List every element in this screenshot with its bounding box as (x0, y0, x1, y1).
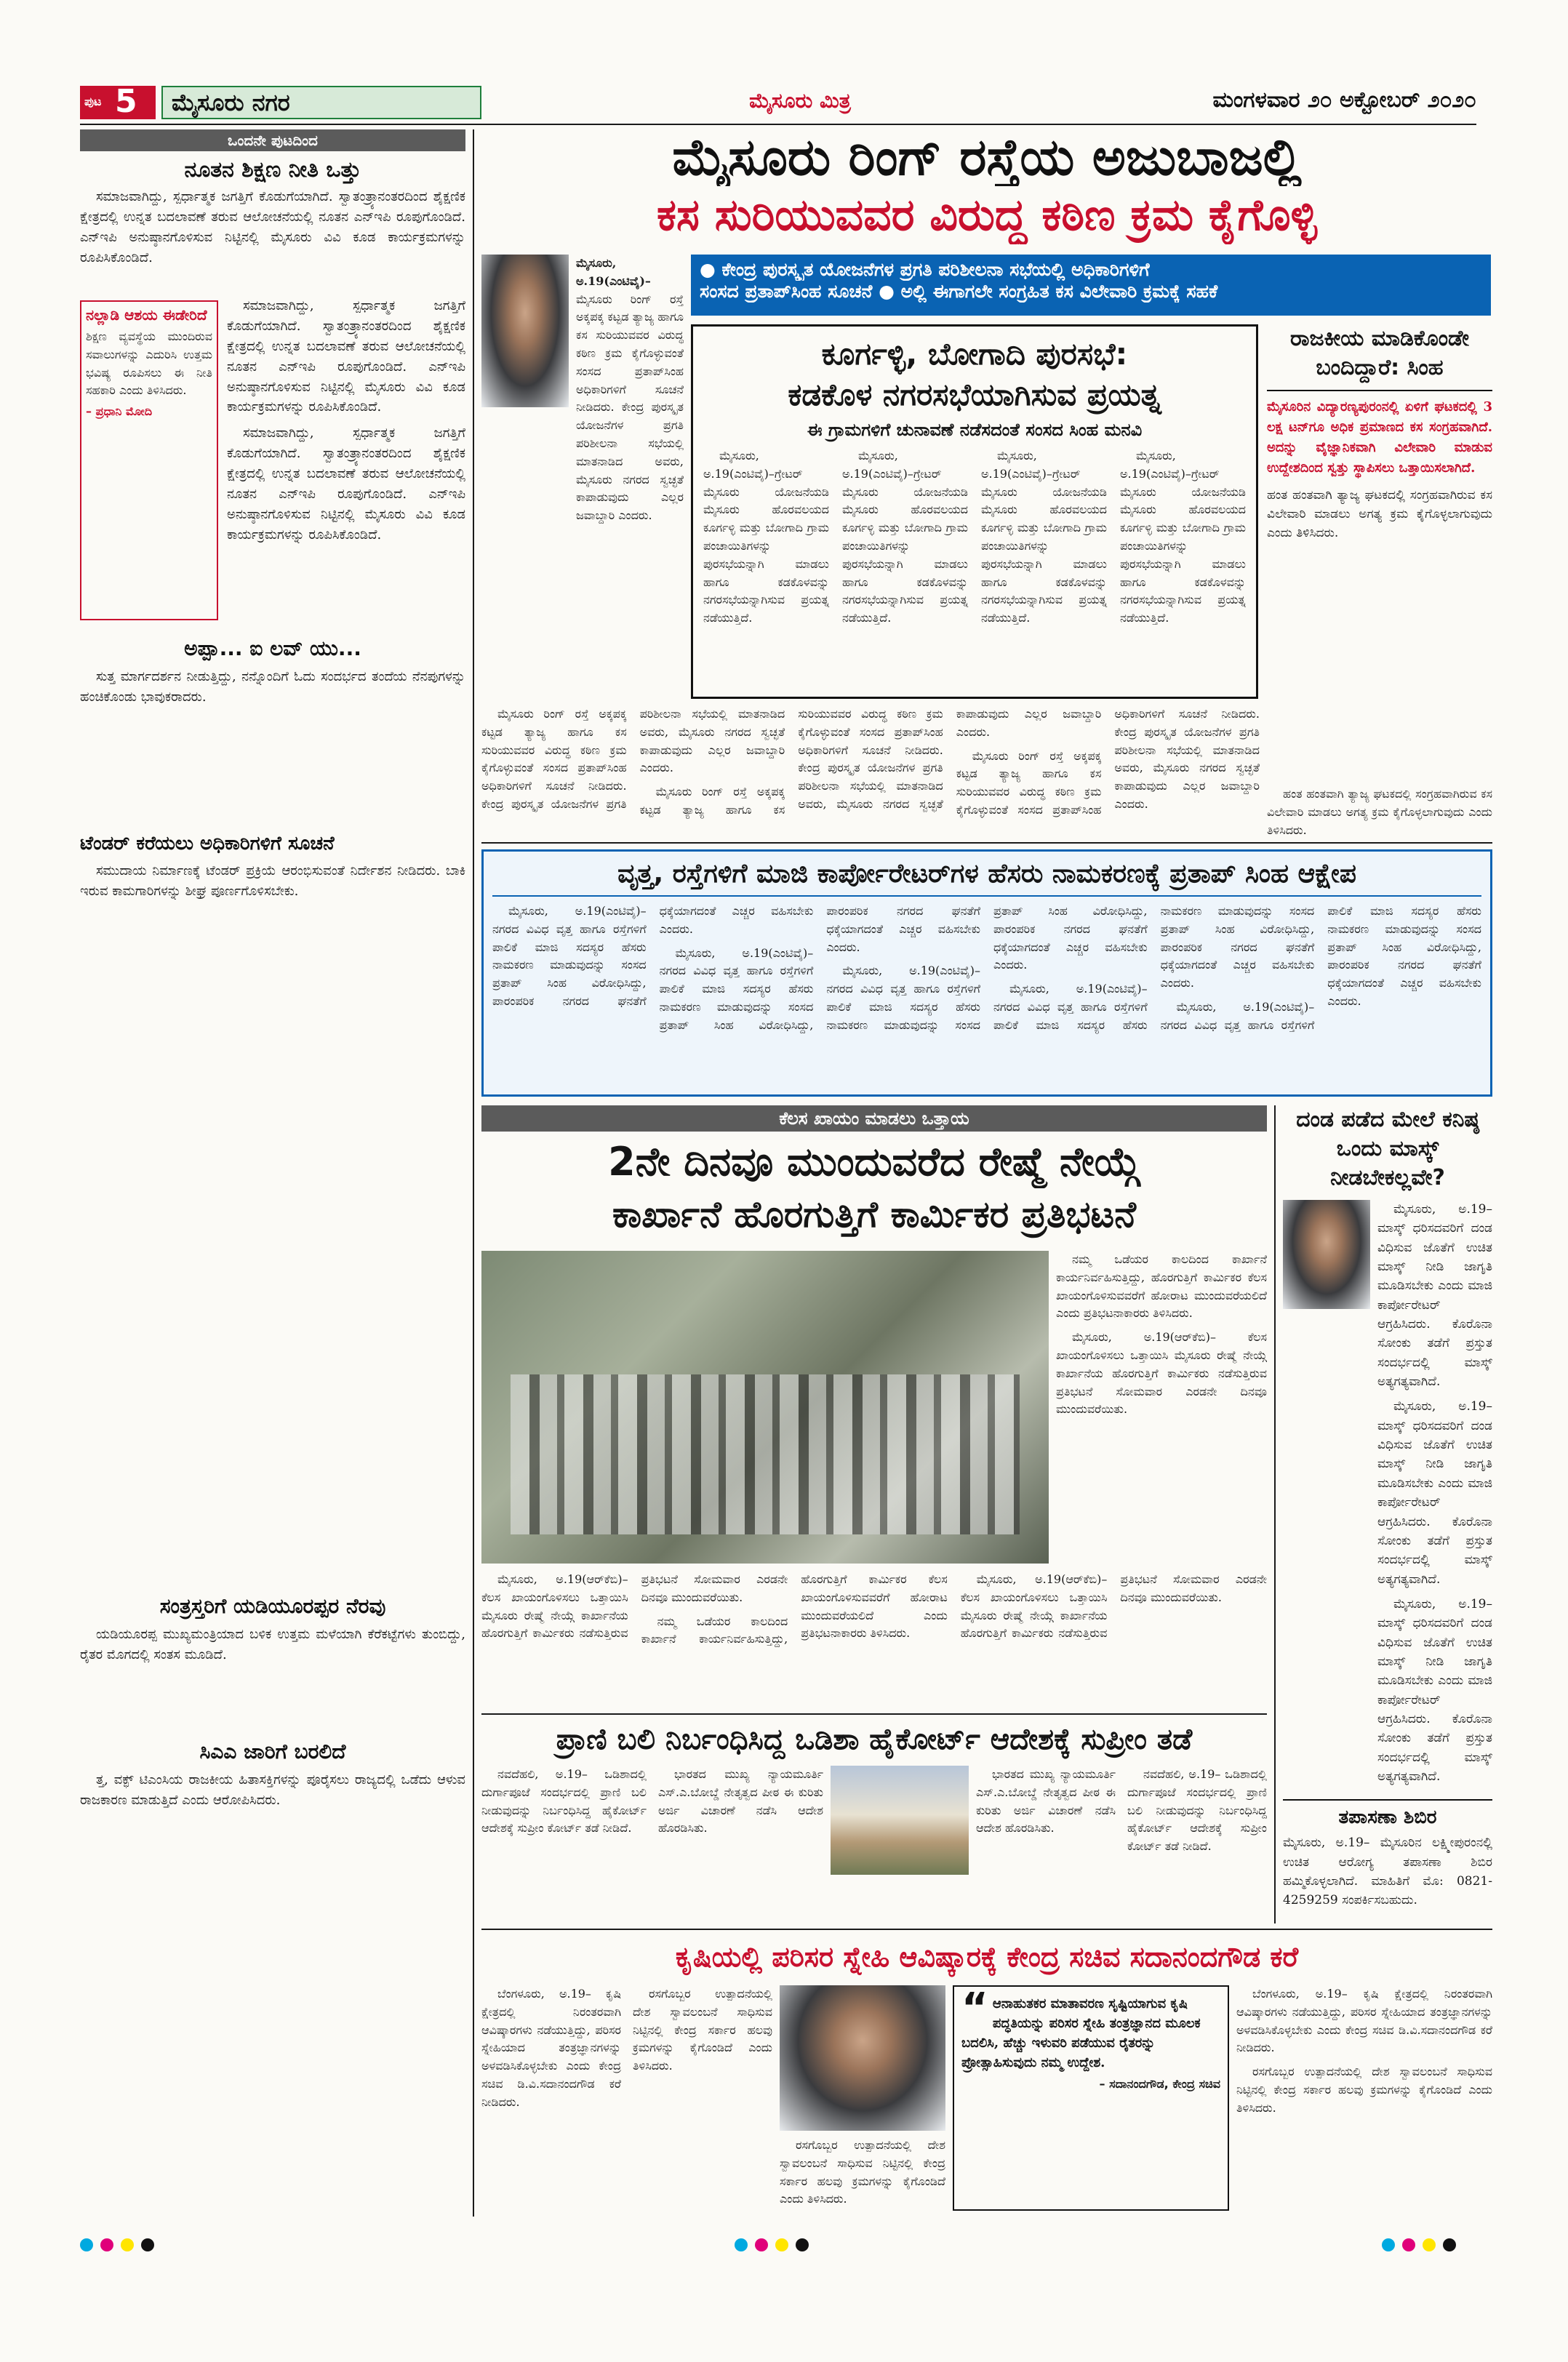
yellow-dot (1423, 2238, 1436, 2251)
story5-paragraph: ತ್ತ, ವಕ್ಫ್ ಟಿಎಂಸಿಯ ರಾಜಕೀಯ ಹಿತಾಸಕ್ತಿಗಳನ್ನು ಪೂರೈಸಲು ರಾಜ್ಯದಲ್ಲಿ ಒಡೆದು ಆಳುವ ರಾಜಕಾರಣ ಮಾಡುತ್ತಿದೆ ಎಂದು ಆರೋಪಿಸಿದರು. (80, 1772, 465, 1808)
story4-body (80, 1625, 465, 1734)
lead-headline-line1: ಮೈಸೂರು ರಿಂಗ್ ರಸ್ತೆಯ ಅಜುಬಾಜಲ್ಲಿ (672, 128, 1302, 186)
court-paragraph: ನವದೆಹಲಿ, ಅ.19– ಒಡಿಶಾದಲ್ಲಿ ದುರ್ಗಾಪೂಜೆ ಸಂದರ್ಭದಲ್ಲಿ ಪ್ರಾಣಿ ಬಲಿ ನೀಡುವುದನ್ನು ನಿರ್ಬಂಧಿಸಿದ್ದ ಹೈಕೋರ್ಟ್ ಆದೇಶಕ್ಕೆ ಸುಪ್ರೀಂ ಕೋರ್ಟ್ ತಡೆ ನೀಡಿದೆ. (481, 1767, 647, 1835)
naming-paragraph: ಮೈಸೂರು, ಅ.19(ಎಂಟಿವೈ)– ನಗರದ ವಿವಿಧ ವೃತ್ತ ಹಾಗೂ ರಸ್ತೆಗಳಿಗೆ ಪಾಲಿಕೆ ಮಾಜಿ ಸದಸ್ಯರ ಹೆಸರು ನಾಮಕರಣ ಮಾಡುವುದನ್ನು ಸಂಸದ ಪ್ರತಾಪ್ ಸಿಂಹ ವಿರೋಧಿಸಿದ್ದು, ಪಾರಂಪರಿಕ ನಗರದ ಘನತೆಗೆ ಧಕ್ಕೆಯಾಗದಂತೆ ಎಚ್ಚರ ವಹಿಸಬೇಕು ಎಂದರು. (492, 904, 814, 1008)
koorgalli-paragraph: ಮೈಸೂರು, ಅ.19(ಎಂಟಿವೈ)–ಗ್ರೇಟರ್ ಮೈಸೂರು ಯೋಜನೆಯಡಿ ಮೈಸೂರು ಹೊರವಲಯದ ಕೂರ್ಗಳ್ಳಿ ಮತ್ತು ಬೋಗಾದಿ ಗ್ರಾಮ ಪಂಚಾಯಿತಿಗಳನ್ನು ಪುರಸಭೆಯನ್ನಾಗಿ ಮಾಡಲು ಹಾಗೂ ಕಡಕೊಳವನ್ನು ನಗರಸಭೆಯನ್ನಾಗಿಸುವ ಪ್ರಯತ್ನ ನಡೆಯುತ್ತಿದೆ. (703, 449, 829, 625)
supreme-court-photo (831, 1766, 969, 1875)
lead-paragraph-2: ಮೈಸೂರು ರಿಂಗ್ ರಸ್ತೆ ಅಕ್ಕಪಕ್ಕ ಕಟ್ಟಡ ತ್ಯಾಜ್ಯ ಹಾಗೂ ಕಸ ಸುರಿಯುವವರ ವಿರುದ್ಧ ಕಠಿಣ ಕ್ರಮ ಕೈಗೊಳ್ಳುವಂತೆ ಸಂಸದ ಪ್ರತಾಪ್‌ಸಿಂಹ ಅಧಿಕಾರಿಗಳಿಗೆ ಸೂಚನೆ ನೀಡಿದರು. ಕೇಂದ್ರ ಪುರಸ್ಕೃತ ಯೋಜನೆಗಳ ಪ್ರಗತಿ ಪರಿಶೀಲನಾ ಸಭೆಯಲ್ಲಿ ಮಾತನಾಡಿದ ಅವರು, ಮೈಸೂರು ನಗರದ ಸ್ವಚ್ಛತೆ ಕಾಪಾಡುವುದು ಎಲ್ಲರ ಜವಾಬ್ದಾರಿ ಎಂದರು. (481, 707, 785, 811)
naming-headline: ವೃತ್ತ, ರಸ್ತೆಗಳಿಗೆ ಮಾಜಿ ಕಾರ್ಪೋರೇಟರ್‌ಗಳ ಹೆಸರು ನಾಮಕರಣಕ್ಕೆ ಪ್ರತಾಪ್ ಸಿಂಹ ಆಕ್ಷೇಪ (492, 857, 1481, 897)
mask-column-rule (1274, 1105, 1276, 1923)
silk-headline-line2: ಕಾರ್ಖಾನೆ ಹೊರಗುತ್ತಿಗೆ ಕಾರ್ಮಿಕರ ಪ್ರತಿಭಟನೆ (612, 1193, 1137, 1236)
registration-marks-center (735, 2238, 836, 2256)
koorgalli-paragraph-4: ಮೈಸೂರು, ಅ.19(ಎಂಟಿವೈ)–ಗ್ರೇಟರ್ ಮೈಸೂರು ಯೋಜನೆಯಡಿ ಮೈಸೂರು ಹೊರವಲಯದ ಕೂರ್ಗಳ್ಳಿ ಮತ್ತು ಬೋಗಾದಿ ಗ್ರಾಮ ಪಂಚಾಯಿತಿಗಳನ್ನು ಪುರಸಭೆಯನ್ನಾಗಿ ಮಾಡಲು ಹಾಗೂ ಕಡಕೊಳವನ್ನು ನಗರಸಭೆಯನ್ನಾಗಿಸುವ ಪ್ರಯತ್ನ ನಡೆಯುತ್ತಿದೆ. (1120, 449, 1246, 625)
modi-sidebar (80, 300, 218, 620)
black-dot (141, 2238, 154, 2251)
magenta-dot (100, 2238, 113, 2251)
pratap-simha-photo (481, 255, 569, 407)
issue-date: ಮಂಗಳವಾರ ೨೦ ಅಕ್ಟೋಬರ್ ೨೦೨೦ (1212, 87, 1476, 113)
magenta-dot (1402, 2238, 1415, 2251)
agri-paragraph-4: ಬೆಂಗಳೂರು, ಅ.19– ಕೃಷಿ ಕ್ಷೇತ್ರದಲ್ಲಿ ನಿರಂತರವಾಗಿ ಆವಿಷ್ಕಾರಗಳು ನಡೆಯುತ್ತಿದ್ದು, ಪರಿಸರ ಸ್ನೇಹಿಯಾದ ತಂತ್ರಜ್ಞಾನಗಳನ್ನು ಅಳವಡಿಸಿಕೊಳ್ಳಬೇಕು ಎಂದು ಕೇಂದ್ರ ಸಚಿವ ಡಿ.ವಿ.ಸದಾನಂದಗೌಡ ಕರೆ ನೀಡಿದರು. (1236, 1987, 1492, 2055)
agri-quote: ಆನಾಹುತಕರ ಮಾತಾವರಣ ಸೃಷ್ಟಿಯಾಗುವ ಕೃಷಿ ಪದ್ಧತಿಯನ್ನು ಪರಿಸರ ಸ್ನೇಹಿ ತಂತ್ರಜ್ಞಾನದ ಮೂಲಕ ಬದಲಿಸಿ, ಹೆಚ್ಚು ಇಳುವರಿ ಪಡೆಯುವ ರೈತರನ್ನು ಪ್ರೋತ್ಸಾಹಿಸುವುದು ನಮ್ಮ ಉದ್ದೇಶ. (961, 1996, 1201, 2070)
silk-body (481, 1571, 1267, 1709)
camp-title: ತಪಾಸಣಾ ಶಿಬಿರ (1283, 1799, 1492, 1829)
sadananda-gowda-photo (780, 1985, 945, 2131)
silk-paragraph: ಮೈಸೂರು, ಅ.19(ಆರ್‌ಕೆಬಿ)– ಕೆಲಸ ಖಾಯಂಗೊಳಿಸಲು ಒತ್ತಾಯಿಸಿ ಮೈಸೂರು ರೇಷ್ಮೆ ನೇಯ್ಗೆ ಕಾರ್ಖಾನೆಯ ಹೊರಗುತ್ತಿಗೆ ಕಾರ್ಮಿಕರು ನಡೆಸುತ್ತಿರುವ ಪ್ರತಿಭಟನೆ ಸೋಮವಾರ ಎರಡನೇ ದಿನವೂ ಮುಂದುವರೆಯಿತು. (481, 1572, 788, 1641)
story3-title: ಟೆಂಡರ್ ಕರೆಯಲು ಅಧಿಕಾರಿಗಳಿಗೆ ಸೂಚನೆ (80, 833, 335, 854)
yellow-dot (775, 2238, 788, 2251)
silk-headline-line1: 2ನೇ ದಿನವೂ ಮುಂದುವರೆದ ರೇಷ್ಮೆ ನೇಯ್ಗೆ (608, 1139, 1140, 1185)
naming-paragraph-5: ಮೈಸೂರು, ಅ.19(ಎಂಟಿವೈ)– ನಗರದ ವಿವಿಧ ವೃತ್ತ ಹಾಗೂ ರಸ್ತೆಗಳಿಗೆ ಪಾಲಿಕೆ ಮಾಜಿ ಸದಸ್ಯರ ಹೆಸರು ನಾಮಕರಣ ಮಾಡುವುದನ್ನು ಸಂಸದ ಪ್ರತಾಪ್ ಸಿಂಹ ವಿರೋಧಿಸಿದ್ದು, ಪಾರಂಪರಿಕ ನಗರದ ಘನತೆಗೆ ಧಕ್ಕೆಯಾಗದಂತೆ ಎಚ್ಚರ ವಹಿಸಬೇಕು ಎಂದರು. (1160, 904, 1481, 1032)
story3-body (80, 861, 465, 1588)
lead-body-text: ಮೈಸೂರು ರಿಂಗ್ ರಸ್ತೆ ಅಕ್ಕಪಕ್ಕ ಕಟ್ಟಡ ತ್ಯಾಜ್ಯ ಹಾಗೂ ಕಸ ಸುರಿಯುವವರ ವಿರುದ್ಧ ಕಠಿಣ ಕ್ರಮ ಕೈಗೊಳ್ಳುವಂತೆ ಸಂಸದ ಪ್ರತಾಪ್‌ಸಿಂಹ ಅಧಿಕಾರಿಗಳಿಗೆ ಸೂಚನೆ ನೀಡಿದರು. ಕೇಂದ್ರ ಪುರಸ್ಕೃತ ಯೋಜನೆಗಳ ಪ್ರಗತಿ ಪರಿಶೀಲನಾ ಸಭೆಯಲ್ಲಿ ಮಾತನಾಡಿದ ಅವರು, ಮೈಸೂರು ನಗರದ ಸ್ವಚ್ಛತೆ ಕಾಪಾಡುವುದು ಎಲ್ಲರ ಜವಾಬ್ದಾರಿ ಎಂದರು. (576, 292, 684, 523)
cyan-dot (735, 2238, 748, 2251)
agri-quote-author: – ಸದಾನಂದಗೌಡ, ಕೇಂದ್ರ ಸಚಿವ (1099, 2077, 1220, 2091)
koorgalli-paragraph-2: ಮೈಸೂರು, ಅ.19(ಎಂಟಿವೈ)–ಗ್ರೇಟರ್ ಮೈಸೂರು ಯೋಜನೆಯಡಿ ಮೈಸೂರು ಹೊರವಲಯದ ಕೂರ್ಗಳ್ಳಿ ಮತ್ತು ಬೋಗಾದಿ ಗ್ರಾಮ ಪಂಚಾಯಿತಿಗಳನ್ನು ಪುರಸಭೆಯನ್ನಾಗಿ ಮಾಡಲು ಹಾಗೂ ಕಡಕೊಳವನ್ನು ನಗರಸಭೆಯನ್ನಾಗಿಸುವ ಪ್ರಯತ್ನ ನಡೆಯುತ್ತಿದೆ. (842, 449, 968, 625)
silk-body-right (1056, 1251, 1267, 1564)
left-column-rule (473, 129, 474, 2217)
quote-mark-icon: “ (961, 1985, 988, 2032)
protest-photo (481, 1251, 1049, 1564)
sidebar-body: ಶಿಕ್ಷಣ ವ್ಯವಸ್ಥೆಯ ಮುಂದಿರುವ ಸವಾಲುಗಳನ್ನು ಎದುರಿಸಿ ಉತ್ತಮ ಭವಿಷ್ಯ ರೂಪಿಸಲು ಈ ನೀತಿ ಸಹಕಾರಿ ಎಂದು ತಿಳಿಸಿದರು. (86, 329, 212, 398)
agri-paragraph-3: ರಸಗೊಬ್ಬರ ಉತ್ಪಾದನೆಯಲ್ಲಿ ದೇಶ ಸ್ವಾವಲಂಬನೆ ಸಾಧಿಸುವ ನಿಟ್ಟಿನಲ್ಲಿ ಕೇಂದ್ರ ಸರ್ಕಾರ ಹಲವು ಕ್ರಮಗಳನ್ನು ಕೈಗೊಂಡಿದೆ ಎಂದು ತಿಳಿಸಿದರು. (780, 2138, 945, 2206)
story1-paragraph: ಸಮಾಜವಾಗಿದ್ದು, ಸ್ಪರ್ಧಾತ್ಮಕ ಜಗತ್ತಿಗೆ ಕೊಡುಗೆಯಾಗಿದೆ. ಸ್ವಾತಂತ್ರ್ಯಾನಂತರದಿಂದ ಶೈಕ್ಷಣಿಕ ಕ್ಷೇತ್ರದಲ್ಲಿ ಉನ್ನತ ಬದಲಾವಣೆ ತರುವ ಆಲೋಚನೆಯಲ್ಲಿ ನೂತನ ಎನ್‌ಇಪಿ ರೂಪುಗೊಂಡಿದೆ. ಎನ್‌ಇಪಿ ಅನುಷ್ಠಾನಗೊಳಿಸುವ ನಿಟ್ಟಿನಲ್ಲಿ ಮೈಸೂರು ವಿವಿ ಕೂಡ ಕಾರ್ಯಕ್ರಮಗಳನ್ನು ರೂಪಿಸಿಕೊಂಡಿದೆ. (80, 189, 465, 265)
lead-paragraph-4: ಮೈಸೂರು ರಿಂಗ್ ರಸ್ತೆ ಅಕ್ಕಪಕ್ಕ ಕಟ್ಟಡ ತ್ಯಾಜ್ಯ ಹಾಗೂ ಕಸ ಸುರಿಯುವವರ ವಿರುದ್ಧ ಕಠಿಣ ಕ್ರಮ ಕೈಗೊಳ್ಳುವಂತೆ ಸಂಸದ ಪ್ರತಾಪ್‌ಸಿಂಹ ಅಧಿಕಾರಿಗಳಿಗೆ ಸೂಚನೆ ನೀಡಿದರು. ಕೇಂದ್ರ ಪುರಸ್ಕೃತ ಯೋಜನೆಗಳ ಪ್ರಗತಿ ಪರಿಶೀಲನಾ ಸಭೆಯಲ್ಲಿ ಮಾತನಾಡಿದ ಅವರು, ಮೈಸೂರು ನಗರದ ಸ್ವಚ್ಛತೆ ಕಾಪಾಡುವುದು ಎಲ್ಲರ ಜವಾಬ್ದಾರಿ ಎಂದರು. (956, 707, 1260, 817)
koorgalli-deck: ಈ ಗ್ರಾಮಗಳಿಗೆ ಚುನಾವಣೆ ನಡೆಸದಂತೆ ಸಂಸದ ಸಿಂಹ ಮನವಿ (807, 420, 1143, 440)
koorgalli-body (703, 447, 1246, 687)
cyan-dot (1382, 2238, 1395, 2251)
sidebar-title: ನಲ್ಲಾಡಿ ಆಶಯ ಈಡೇರಿದೆ (86, 306, 207, 324)
story3-paragraph: ಸಮುದಾಯ ನಿರ್ಮಾಣಕ್ಕೆ ಟೆಂಡರ್ ಪ್ರಕ್ರಿಯೆ ಆರಂಭಿಸುವಂತೆ ನಿರ್ದೇಶನ ನೀಡಿದರು. ಬಾಕಿ ಇರುವ ಕಾಮಗಾರಿಗಳನ್ನು ಶೀಘ್ರ ಪೂರ್ಣಗೊಳಿಸಬೇಕು. (80, 863, 465, 899)
left-column (80, 129, 465, 2217)
page-word: ಪುಟ (84, 95, 102, 108)
story2-body (80, 667, 465, 827)
story1-body (80, 187, 465, 296)
lead-body-continuation-right (1267, 785, 1492, 836)
sidebar-body-black: ಹಂತ ಹಂತವಾಗಿ ತ್ಯಾಜ್ಯ ಘಟಕದಲ್ಲಿ ಸಂಗ್ರಹವಾಗಿರುವ ಕಸ ವಿಲೇವಾರಿ ಮಾಡಲು ಅಗತ್ಯ ಕ್ರಮ ಕೈಗೊಳ್ಳಲಾಗುವುದು ಎಂದು ತಿಳಿಸಿದರು. (1267, 487, 1492, 541)
lead-headline-line2: ಕಸ ಸುರಿಯುವವರ ವಿರುದ್ಧ ಕಠಿಣ ಕ್ರಮ ಕೈಗೊಳ್ಳಿ (656, 190, 1318, 241)
lead-subhead (691, 255, 1491, 316)
yellow-dot (121, 2238, 134, 2251)
lead-paragraph-5: ಹಂತ ಹಂತವಾಗಿ ತ್ಯಾಜ್ಯ ಘಟಕದಲ್ಲಿ ಸಂಗ್ರಹವಾಗಿರುವ ಕಸ ವಿಲೇವಾರಿ ಮಾಡಲು ಅಗತ್ಯ ಕ್ರಮ ಕೈಗೊಳ್ಳಲಾಗುವುದು ಎಂದು ತಿಳಿಸಿದರು. (1267, 787, 1492, 836)
silk-paragraph-2: ನಮ್ಮ ಒಡೆಯರ ಕಾಲದಿಂದ ಕಾರ್ಖಾನೆ ಕಾರ್ಯನಿರ್ವಹಿಸುತ್ತಿದ್ದು, ಹೊರಗುತ್ತಿಗೆ ಕಾರ್ಮಿಕರ ಕೆಲಸ ಖಾಯಂಗೊಳಿಸುವವರೆಗೆ ಹೋರಾಟ ಮುಂದುವರೆಯಲಿದೆ ಎಂದು ಪ್ರತಿಭಟನಾಕಾರರು ತಿಳಿಸಿದರು. (641, 1572, 948, 1646)
page-number-badge (80, 83, 156, 120)
agri-paragraph-5: ರಸಗೊಬ್ಬರ ಉತ್ಪಾದನೆಯಲ್ಲಿ ದೇಶ ಸ್ವಾವಲಂಬನೆ ಸಾಧಿಸುವ ನಿಟ್ಟಿನಲ್ಲಿ ಕೇಂದ್ರ ಸರ್ಕಾರ ಹಲವು ಕ್ರಮಗಳನ್ನು ಕೈಗೊಂಡಿದೆ ಎಂದು ತಿಳಿಸಿದರು. (1236, 2065, 1492, 2115)
paper-name: ಮೈಸೂರು ಮಿತ್ರ (749, 89, 851, 113)
corporator-photo (1283, 1200, 1370, 1309)
silk-paragraph-3: ಮೈಸೂರು, ಅ.19(ಆರ್‌ಕೆಬಿ)– ಕೆಲಸ ಖಾಯಂಗೊಳಿಸಲು ಒತ್ತಾಯಿಸಿ ಮೈಸೂರು ರೇಷ್ಮೆ ನೇಯ್ಗೆ ಕಾರ್ಖಾನೆಯ ಹೊರಗುತ್ತಿಗೆ ಕಾರ್ಮಿಕರು ನಡೆಸುತ್ತಿರುವ ಪ್ರತಿಭಟನೆ ಸೋಮವಾರ ಎರಡನೇ ದಿನವೂ ಮುಂದುವರೆಯಿತು. (960, 1572, 1267, 1641)
court-headline: ಪ್ರಾಣಿ ಬಲಿ ನಿರ್ಬಂಧಿಸಿದ್ದ ಒಡಿಶಾ ಹೈಕೋರ್ಟ್ ಆದೇಶಕ್ಕೆ ಸುಪ್ರೀಂ ತಡೆ (556, 1723, 1193, 1756)
black-dot (796, 2238, 809, 2251)
court-paragraph-3: ಭಾರತದ ಮುಖ್ಯ ನ್ಯಾಯಮೂರ್ತಿ ಎಸ್.ಎ.ಬೋಬ್ಡೆ ನೇತೃತ್ವದ ಪೀಠ ಈ ಕುರಿತು ಅರ್ಜಿ ವಿಚಾರಣೆ ನಡೆಸಿ ಆದೇಶ ಹೊರಡಿಸಿತು. (976, 1767, 1116, 1835)
lead-body (576, 255, 684, 669)
lead-dateline: ಮೈಸೂರು, ಅ.19(ಎಂಟಿವೈ)– (576, 256, 651, 288)
court-body-right (976, 1766, 1267, 1922)
koorgalli-box (691, 324, 1258, 699)
court-paragraph-4: ನವದೆಹಲಿ, ಅ.19– ಒಡಿಶಾದಲ್ಲಿ ದುರ್ಗಾಪೂಜೆ ಸಂದರ್ಭದಲ್ಲಿ ಪ್ರಾಣಿ ಬಲಿ ನೀಡುವುದನ್ನು ನಿರ್ಬಂಧಿಸಿದ್ದ ಹೈಕೋರ್ಟ್ ಆದೇಶಕ್ಕೆ ಸುಪ್ರೀಂ ಕೋರ್ಟ್ ತಡೆ ನೀಡಿದೆ. (1127, 1767, 1267, 1854)
mask-paragraph: ಮೈಸೂರು, ಅ.19– ಮಾಸ್ಕ್ ಧರಿಸದವರಿಗೆ ದಂಡ ವಿಧಿಸುವ ಜೊತೆಗೆ ಉಚಿತ ಮಾಸ್ಕ್ ನೀಡಿ ಜಾಗೃತಿ ಮೂಡಿಸಬೇಕು ಎಂದು ಮಾಜಿ ಕಾರ್ಪೋರೇಟರ್ ಆಗ್ರಹಿಸಿದರು. ಕೊರೊನಾ ಸೋಂಕು ತಡೆಗೆ ಪ್ರಸ್ತುತ ಸಂದರ್ಭದಲ್ಲಿ ಮಾಸ್ಕ್ ಅತ್ಯಗತ್ಯವಾಗಿದೆ. (1377, 1202, 1492, 1390)
protest-crowd (511, 1374, 1020, 1534)
cyan-dot (80, 2238, 93, 2251)
story5-body (80, 1770, 465, 1886)
koorgalli-headline-line1: ಕೂರ್ಗಳ್ಳಿ, ಬೋಗಾದಿ ಪುರಸಭೆ: (821, 336, 1128, 372)
registration-marks-right (1382, 2238, 1484, 2256)
mask-headline: ದಂಡ ಪಡೆದ ಮೇಲೆ ಕನಿಷ್ಠ ಒಂದು ಮಾಸ್ಕ್ ನೀಡಬೇಕಲ್ಲವೇ? (1296, 1107, 1479, 1190)
page-number: 5 (115, 83, 137, 120)
subhead-line1: ● ಕೇಂದ್ರ ಪುರಸ್ಕೃತ ಯೋಜನೆಗಳ ಪ್ರಗತಿ ಪರಿಶೀಲನಾ ಸಭೆಯಲ್ಲಿ ಅಧಿಕಾರಿಗಳಿಗೆ (700, 259, 1150, 280)
silk-headline (481, 1136, 1267, 1245)
story4-title: ಸಂತ್ರಸ್ತರಿಗೆ ಯಡಿಯೂರಪ್ಪರ ನೆರವು (159, 1594, 386, 1618)
story1-paragraph-2: ಸಮಾಜವಾಗಿದ್ದು, ಸ್ಪರ್ಧಾತ್ಮಕ ಜಗತ್ತಿಗೆ ಕೊಡುಗೆಯಾಗಿದೆ. ಸ್ವಾತಂತ್ರ್ಯಾನಂತರದಿಂದ ಶೈಕ್ಷಣಿಕ ಕ್ಷೇತ್ರದಲ್ಲಿ ಉನ್ನತ ಬದಲಾವಣೆ ತರುವ ಆಲೋಚನೆಯಲ್ಲಿ ನೂತನ ಎನ್‌ಇಪಿ ರೂಪುಗೊಂಡಿದೆ. ಎನ್‌ಇಪಿ ಅನುಷ್ಠಾನಗೊಳಿಸುವ ನಿಟ್ಟಿನಲ್ಲಿ ಮೈಸೂರು ವಿವಿ ಕೂಡ ಕಾರ್ಯಕ್ರಮಗಳನ್ನು ರೂಪಿಸಿಕೊಂಡಿದೆ. (227, 298, 465, 415)
story2-title: ಅಪ್ಪಾ... ಐ ಲವ್ ಯು... (184, 636, 361, 660)
agri-body-left (481, 1985, 772, 2211)
lead-bottom-rule (481, 842, 1492, 844)
agri-body-right (1236, 1985, 1492, 2211)
naming-paragraph-2: ಮೈಸೂರು, ಅ.19(ಎಂಟಿವೈ)– ನಗರದ ವಿವಿಧ ವೃತ್ತ ಹಾಗೂ ರಸ್ತೆಗಳಿಗೆ ಪಾಲಿಕೆ ಮಾಜಿ ಸದಸ್ಯರ ಹೆಸರು ನಾಮಕರಣ ಮಾಡುವುದನ್ನು ಸಂಸದ ಪ್ರತಾಪ್ ಸಿಂಹ ವಿರೋಧಿಸಿದ್ದು, ಪಾರಂಪರಿಕ ನಗರದ ಘನತೆಗೆ ಧಕ್ಕೆಯಾಗದಂತೆ ಎಚ್ಚರ ವಹಿಸಬೇಕು ಎಂದರು. (659, 904, 980, 1032)
subhead-line2: ಸಂಸದ ಪ್ರತಾಪ್‌ಸಿಂಹ ಸೂಚನೆ ● ಅಲ್ಲಿ ಈಗಾಗಲೇ ಸಂಗ್ರಹಿತ ಕಸ ವಿಲೇವಾರಿ ಕ್ರಮಕ್ಕೆ ಸಹಕೆ (700, 281, 1218, 302)
mask-paragraph-2: ಮೈಸೂರು, ಅ.19– ಮಾಸ್ಕ್ ಧರಿಸದವರಿಗೆ ದಂಡ ವಿಧಿಸುವ ಜೊತೆಗೆ ಉಚಿತ ಮಾಸ್ಕ್ ನೀಡಿ ಜಾಗೃತಿ ಮೂಡಿಸಬೇಕು ಎಂದು ಮಾಜಿ ಕಾರ್ಪೋರೇಟರ್ ಆಗ್ರಹಿಸಿದರು. ಕೊರೊನಾ ಸೋಂಕು ತಡೆಗೆ ಪ್ರಸ್ತುತ ಸಂದರ್ಭದಲ್ಲಿ ಮಾಸ್ಕ್ ಅತ್ಯಗತ್ಯವಾಗಿದೆ. (1377, 1399, 1492, 1587)
naming-body (492, 902, 1481, 1092)
black-dot (1443, 2238, 1456, 2251)
story1-paragraph-3: ಸಮಾಜವಾಗಿದ್ದು, ಸ್ಪರ್ಧಾತ್ಮಕ ಜಗತ್ತಿಗೆ ಕೊಡುಗೆಯಾಗಿದೆ. ಸ್ವಾತಂತ್ರ್ಯಾನಂತರದಿಂದ ಶೈಕ್ಷಣಿಕ ಕ್ಷೇತ್ರದಲ್ಲಿ ಉನ್ನತ ಬದಲಾವಣೆ ತರುವ ಆಲೋಚನೆಯಲ್ಲಿ ನೂತನ ಎನ್‌ಇಪಿ ರೂಪುಗೊಂಡಿದೆ. ಎನ್‌ಇಪಿ ಅನುಷ್ಠಾನಗೊಳಿಸುವ ನಿಟ್ಟಿನಲ್ಲಿ ಮೈಸೂರು ವಿವಿ ಕೂಡ ಕಾರ್ಯಕ್ರಮಗಳನ್ನು ರೂಪಿಸಿಕೊಂಡಿದೆ. (227, 425, 465, 543)
agri-quote-box (953, 1985, 1229, 2211)
masthead (80, 83, 1476, 120)
lead-headline (481, 128, 1492, 250)
sidebar-headline: ರಾಜಕೀಯ ಮಾಡಿಕೊಂಡೇ ಬಂದಿದ್ದಾರೆ: ಸಿಂಹ (1290, 326, 1469, 380)
agri-paragraph-2: ರಸಗೊಬ್ಬರ ಉತ್ಪಾದನೆಯಲ್ಲಿ ದೇಶ ಸ್ವಾವಲಂಬನೆ ಸಾಧಿಸುವ ನಿಟ್ಟಿನಲ್ಲಿ ಕೇಂದ್ರ ಸರ್ಕಾರ ಹಲವು ಕ್ರಮಗಳನ್ನು ಕೈಗೊಂಡಿದೆ ಎಂದು ತಿಳಿಸಿದರು. (633, 1987, 772, 2073)
story5-title: ಸಿಎಎ ಜಾರಿಗೆ ಬರಲಿದೆ (199, 1740, 346, 1764)
silk-paragraph-right: ನಮ್ಮ ಒಡೆಯರ ಕಾಲದಿಂದ ಕಾರ್ಖಾನೆ ಕಾರ್ಯನಿರ್ವಹಿಸುತ್ತಿದ್ದು, ಹೊರಗುತ್ತಿಗೆ ಕಾರ್ಮಿಕರ ಕೆಲಸ ಖಾಯಂಗೊಳಿಸುವವರೆಗೆ ಹೋರಾಟ ಮುಂದುವರೆಯಲಿದೆ ಎಂದು ಪ್ರತಿಭಟನಾಕಾರರು ತಿಳಿಸಿದರು. (1056, 1252, 1267, 1321)
naming-paragraph-3: ಮೈಸೂರು, ಅ.19(ಎಂಟಿವೈ)– ನಗರದ ವಿವಿಧ ವೃತ್ತ ಹಾಗೂ ರಸ್ತೆಗಳಿಗೆ ಪಾಲಿಕೆ ಮಾಜಿ ಸದಸ್ಯರ ಹೆಸರು ನಾಮಕರಣ ಮಾಡುವುದನ್ನು ಸಂಸದ ಪ್ರತಾಪ್ ಸಿಂಹ ವಿರೋಧಿಸಿದ್ದು, ಪಾರಂಪರಿಕ ನಗರದ ಘನತೆಗೆ ಧಕ್ಕೆಯಾಗದಂತೆ ಎಚ್ಚರ ವಹಿಸಬೇಕು ಎಂದರು. (826, 904, 1148, 1032)
lead-paragraph-3: ಮೈಸೂರು ರಿಂಗ್ ರಸ್ತೆ ಅಕ್ಕಪಕ್ಕ ಕಟ್ಟಡ ತ್ಯಾಜ್ಯ ಹಾಗೂ ಕಸ ಸುರಿಯುವವರ ವಿರುದ್ಧ ಕಠಿಣ ಕ್ರಮ ಕೈಗೊಳ್ಳುವಂತೆ ಸಂಸದ ಪ್ರತಾಪ್‌ಸಿಂಹ ಅಧಿಕಾರಿಗಳಿಗೆ ಸೂಚನೆ ನೀಡಿದರು. ಕೇಂದ್ರ ಪುರಸ್ಕೃತ ಯೋಜನೆಗಳ ಪ್ರಗತಿ ಪರಿಶೀಲನಾ ಸಭೆಯಲ್ಲಿ ಮಾತನಾಡಿದ ಅವರು, ಮೈಸೂರು ನಗರದ ಸ್ವಚ್ಛತೆ ಕಾಪಾಡುವುದು ಎಲ್ಲರ ಜವಾಬ್ದಾರಿ ಎಂದರು. (639, 707, 1102, 817)
agri-headline: ಕೃಷಿಯಲ್ಲಿ ಪರಿಸರ ಸ್ನೇಹಿ ಆವಿಷ್ಕಾರಕ್ಕೆ ಕೇಂದ್ರ ಸಚಿವ ಸದಾನಂದಗೌಡ ಕರೆ (675, 1941, 1299, 1973)
agri-paragraph: ಬೆಂಗಳೂರು, ಅ.19– ಕೃಷಿ ಕ್ಷೇತ್ರದಲ್ಲಿ ನಿರಂತರವಾಗಿ ಆವಿಷ್ಕಾರಗಳು ನಡೆಯುತ್ತಿದ್ದು, ಪರಿಸರ ಸ್ನೇಹಿಯಾದ ತಂತ್ರಜ್ಞಾನಗಳನ್ನು ಅಳವಡಿಸಿಕೊಳ್ಳಬೇಕು ಎಂದು ಕೇಂದ್ರ ಸಚಿವ ಡಿ.ವಿ.ಸದಾನಂದಗೌಡ ಕರೆ ನೀಡಿದರು. (481, 1987, 621, 2109)
court-top-rule (481, 1713, 1267, 1715)
naming-paragraph-4: ಮೈಸೂರು, ಅ.19(ಎಂಟಿವೈ)– ನಗರದ ವಿವಿಧ ವೃತ್ತ ಹಾಗೂ ರಸ್ತೆಗಳಿಗೆ ಪಾಲಿಕೆ ಮಾಜಿ ಸದಸ್ಯರ ಹೆಸರು ನಾಮಕರಣ ಮಾಡುವುದನ್ನು ಸಂಸದ ಪ್ರತಾಪ್ ಸಿಂಹ ವಿರೋಧಿಸಿದ್ದು, ಪಾರಂಪರಿಕ ನಗರದ ಘನತೆಗೆ ಧಕ್ಕೆಯಾಗದಂತೆ ಎಚ್ಚರ ವಹಿಸಬೇಕು ಎಂದರು. (993, 904, 1315, 1032)
simha-sidebar (1267, 324, 1492, 782)
story2-paragraph: ಸುತ್ತ ಮಾರ್ಗದರ್ಶನ ನೀಡುತ್ತಿದ್ದು, ನನ್ನೊಂದಿಗೆ ಓದು ಸಂದರ್ಭದ ತಂದೆಯ ನೆನಪುಗಳನ್ನು ಹಂಚಿಕೊಂಡು ಭಾವುಕರಾದರು. (80, 669, 465, 705)
court-body-left (481, 1766, 823, 1922)
masthead-rule (80, 124, 1476, 125)
story1-continuation (227, 296, 465, 630)
continued-label: ಒಂದನೇ ಪುಟದಿಂದ (80, 129, 465, 151)
story4-paragraph: ಯಡಿಯೂರಪ್ಪ ಮುಖ್ಯಮಂತ್ರಿಯಾದ ಬಳಿಕ ಉತ್ತಮ ಮಳೆಯಾಗಿ ಕೆರೆಕಟ್ಟೆಗಳು ತುಂಬಿದ್ದು, ರೈತರ ಮೊಗದಲ್ಲಿ ಸಂತಸ ಮೂಡಿದೆ. (80, 1627, 465, 1662)
magenta-dot (755, 2238, 768, 2251)
naming-box (481, 849, 1492, 1097)
section-label: ಮೈಸೂರು ನಗರ (161, 86, 481, 119)
mask-box (1283, 1105, 1492, 1923)
agri-body-mid (780, 2137, 945, 2211)
silk-kicker: ಕೆಲಸ ಖಾಯಂ ಮಾಡಲು ಒತ್ತಾಯ (481, 1105, 1267, 1132)
sidebar-body-red: ಮೈಸೂರಿನ ವಿದ್ಯಾರಣ್ಯಪುರಂನಲ್ಲಿ ಏಳಿಗೆ ಘಟಕದಲ್ಲಿ 3 ಲಕ್ಷ ಟನ್‌ಗೂ ಅಧಿಕ ಪ್ರಮಾಣದ ಕಸ ಸಂಗ್ರಹವಾಗಿದೆ. ಅದನ್ನು ವೈಜ್ಞಾನಿಕವಾಗಿ ವಿಲೇವಾರಿ ಮಾಡುವ ಉದ್ದೇಶದಿಂದ ಸ್ವತ್ತು ಸ್ಥಾಪಿಸಲು ಒತ್ತಾಯಿಸಲಾಗಿದೆ. (1267, 390, 1492, 479)
mask-body (1377, 1200, 1492, 1792)
sidebar-author: – ಪ್ರಧಾನಿ ಮೋದಿ (86, 404, 153, 419)
registration-marks-left (80, 2238, 182, 2256)
agri-top-rule (481, 1929, 1492, 1930)
mask-paragraph-3: ಮೈಸೂರು, ಅ.19– ಮಾಸ್ಕ್ ಧರಿಸದವರಿಗೆ ದಂಡ ವಿಧಿಸುವ ಜೊತೆಗೆ ಉಚಿತ ಮಾಸ್ಕ್ ನೀಡಿ ಜಾಗೃತಿ ಮೂಡಿಸಬೇಕು ಎಂದು ಮಾಜಿ ಕಾರ್ಪೋರೇಟರ್ ಆಗ್ರಹಿಸಿದರು. ಕೊರೊನಾ ಸೋಂಕು ತಡೆಗೆ ಪ್ರಸ್ತುತ ಸಂದರ್ಭದಲ್ಲಿ ಮಾಸ್ಕ್ ಅತ್ಯಗತ್ಯವಾಗಿದೆ. (1377, 1596, 1492, 1784)
koorgalli-paragraph-3: ಮೈಸೂರು, ಅ.19(ಎಂಟಿವೈ)–ಗ್ರೇಟರ್ ಮೈಸೂರು ಯೋಜನೆಯಡಿ ಮೈಸೂರು ಹೊರವಲಯದ ಕೂರ್ಗಳ್ಳಿ ಮತ್ತು ಬೋಗಾದಿ ಗ್ರಾಮ ಪಂಚಾಯಿತಿಗಳನ್ನು ಪುರಸಭೆಯನ್ನಾಗಿ ಮಾಡಲು ಹಾಗೂ ಕಡಕೊಳವನ್ನು ನಗರಸಭೆಯನ್ನಾಗಿಸುವ ಪ್ರಯತ್ನ ನಡೆಯುತ್ತಿದೆ. (981, 449, 1107, 625)
silk-paragraph-right-2: ಮೈಸೂರು, ಅ.19(ಆರ್‌ಕೆಬಿ)– ಕೆಲಸ ಖಾಯಂಗೊಳಿಸಲು ಒತ್ತಾಯಿಸಿ ಮೈಸೂರು ರೇಷ್ಮೆ ನೇಯ್ಗೆ ಕಾರ್ಖಾನೆಯ ಹೊರಗುತ್ತಿಗೆ ಕಾರ್ಮಿಕರು ನಡೆಸುತ್ತಿರುವ ಪ್ರತಿಭಟನೆ ಸೋಮವಾರ ಎರಡನೇ ದಿನವೂ ಮುಂದುವರೆಯಿತು. (1056, 1330, 1267, 1417)
lead-body-continuation (481, 705, 1260, 836)
koorgalli-headline-line2: ಕಡಕೊಳ ನಗರಸಭೆಯಾಗಿಸುವ ಪ್ರಯತ್ನ (788, 377, 1161, 412)
camp-body: ಮೈಸೂರು, ಅ.19– ಮೈಸೂರಿನ ಲಕ್ಷ್ಮೀಪುರಂನಲ್ಲಿ ಉಚಿತ ಆರೋಗ್ಯ ತಪಾಸಣಾ ಶಿಬಿರ ಹಮ್ಮಿಕೊಳ್ಳಲಾಗಿದೆ. ಮಾಹಿತಿಗೆ ಮೊ: 0821-4259259 ಸಂಪರ್ಕಿಸಬಹುದು. (1283, 1835, 1492, 1908)
story1-title: ನೂತನ ಶಿಕ್ಷಣ ನೀತಿ ಒತ್ತು (184, 157, 361, 183)
court-paragraph-2: ಭಾರತದ ಮುಖ್ಯ ನ್ಯಾಯಮೂರ್ತಿ ಎಸ್.ಎ.ಬೋಬ್ಡೆ ನೇತೃತ್ವದ ಪೀಠ ಈ ಕುರಿತು ಅರ್ಜಿ ವಿಚಾರಣೆ ನಡೆಸಿ ಆದೇಶ ಹೊರಡಿಸಿತು. (658, 1767, 823, 1835)
